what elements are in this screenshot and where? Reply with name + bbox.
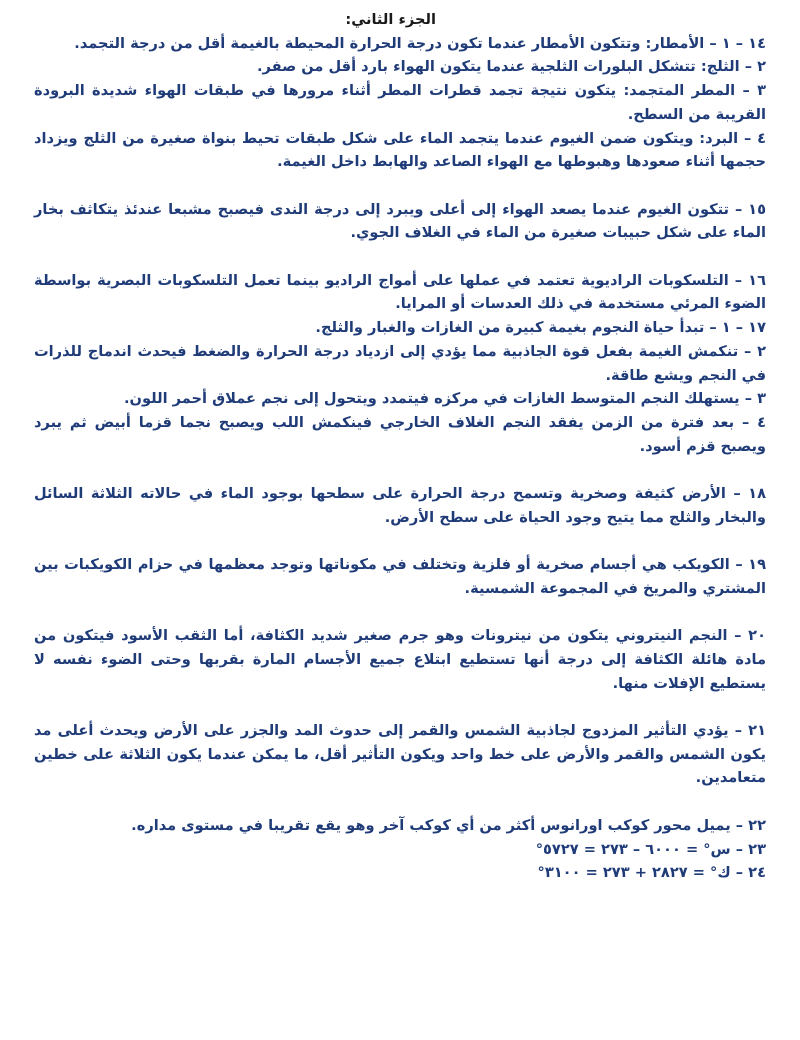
answer-17-3: ٣ – يستهلك النجم المتوسط الغازات في مركزه فيتمدد ويتحول إلى نجم عملاق أحمر اللون. [123, 390, 766, 408]
answer-16: ١٦ – التلسكوبات الراديوية تعتمد في عملها على أمواج الراديو بينما تعمل التلسكوبات البصرية بواسطة الضوء المرئي مستخدمة في ذلك العدسات أو المرايا. [34, 271, 766, 313]
answer-24: ٢٤ – ك° = ٢٨٢٧ + ٢٧٣ = ٣١٠٠° [537, 864, 766, 882]
answer-14-2: ٢ – الثلج: تتشكل البلورات الثلجية عندما يتكون الهواء بارد أقل من صفر. [256, 58, 766, 76]
answer-17-1: ١٧ – ١ – تبدأ حياة النجوم بغيمة كبيرة من الغازات والغبار والثلج. [315, 319, 766, 337]
answer-17-2: ٢ – تنكمش الغيمة بفعل قوة الجاذبية مما يؤدي إلى ازدياد درجة الحرارة والضغط فيحدث اندماج للذرات في النجم ويشع طاقة. [34, 342, 766, 384]
answer-21: ٢١ – يؤدي التأثير المزدوج لجاذبية الشمس والقمر إلى حدوث المد والجزر على الأرض ويحدث أعلى مد يكون الشمس والقمر والأرض على خط واحد ويكون التأثير أقل، ما يمكن عندما يكون الثلاثة على خطين متعامدين. [34, 722, 766, 787]
answer-23: ٢٣ – س° = ٦٠٠٠ – ٢٧٣ = ٥٧٢٧° [535, 840, 766, 858]
answer-17-4: ٤ – بعد فترة من الزمن يفقد النجم الغلاف الخارجي فينكمش اللب ويصبح نجما قزما أبيض ثم يبرد ويصبح قزم أسود. [34, 413, 766, 455]
answer-15: ١٥ – تتكون الغيوم عندما يصعد الهواء إلى أعلى ويبرد إلى درجة الندى فيصبح مشبعا عندئذ يتكاثف بخار الماء على شكل حبيبات صغيرة من الماء في الغلاف الجوي. [34, 200, 766, 242]
section-title: الجزء الثاني: [345, 11, 436, 28]
answer-20: ٢٠ – النجم النيتروني يتكون من نيترونات وهو جرم صغير شديد الكثافة، أما الثقب الأسود فيتكون من مادة هائلة الكثافة إلى درجة أنها تستطيع ابتلاع جميع الأجسام المارة بقربها وحتى الضوء نفسه لا يستطيع الإفلات منها. [34, 627, 766, 692]
answer-14-1: ١٤ – ١ – الأمطار: وتتكون الأمطار عندما تكون درجة الحرارة المحيطة بالغيمة أقل من درجة التجمد. [74, 34, 766, 52]
answer-18: ١٨ – الأرض كثيفة وصخرية وتسمح درجة الحرارة على سطحها بوجود الماء في حالاته الثلاثة السائل والبخار والثلج مما يتيح وجود الحياة على سطح الأرض. [34, 485, 766, 526]
answer-19: ١٩ – الكويكب هي أجسام صخرية أو فلزية وتختلف في مكوناتها وتوجد معظمها في حزام الكويكبات بين المشتري والمريخ في المجموعة الشمسية. [34, 556, 766, 597]
answer-14-4: ٤ – البرد: ويتكون ضمن الغيوم عندما يتجمد الماء على شكل طبقات تحيط بنواة صغيرة من الثلج ويزداد حجمها أثناء صعودها وهبوطها مع الهواء الصاعد والهابط داخل الغيمة. [34, 129, 766, 171]
answer-22: ٢٢ – يميل محور كوكب اورانوس أكثر من أي كوكب آخر وهو يقع تقريبا في مستوى مداره. [131, 816, 766, 834]
answer-14-3: ٣ – المطر المتجمد: يتكون نتيجة تجمد قطرات المطر أثناء مرورها في طبقات الهواء شديدة البرودة القريبة من السطح. [34, 82, 766, 123]
